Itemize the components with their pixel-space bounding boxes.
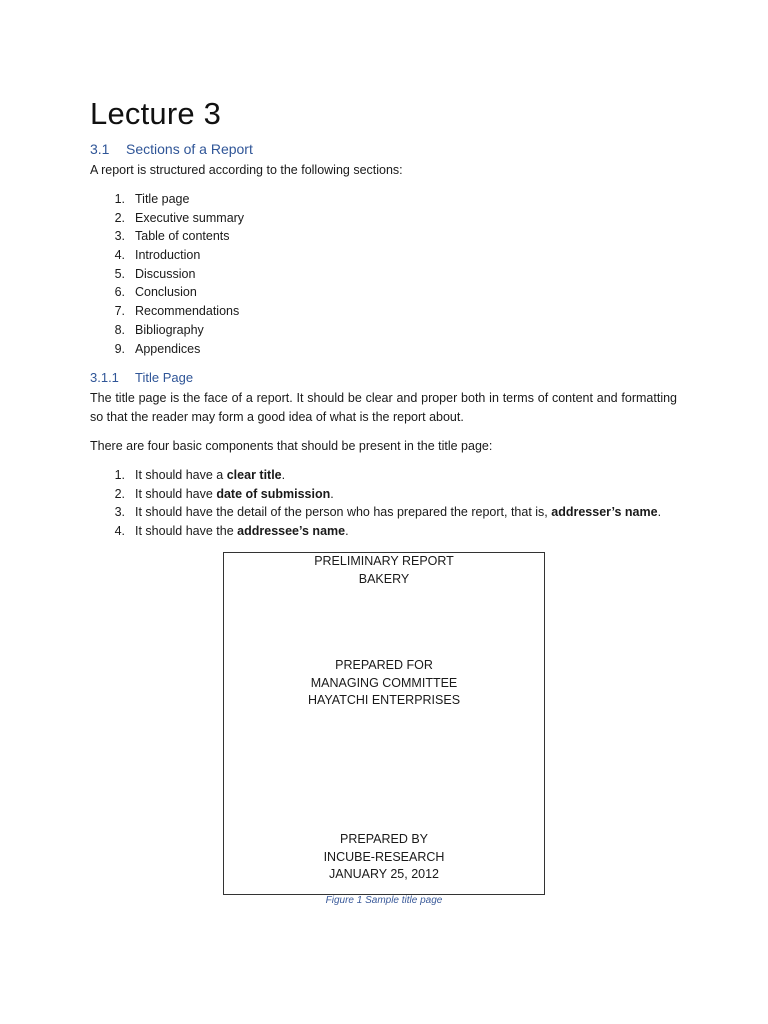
- figure-caption: Figure 1 Sample title page: [325, 895, 443, 906]
- figure-prepared-for-block: PREPARED FOR MANAGING COMMITTEE HAYATCHI ENTERPRISES: [307, 658, 461, 707]
- subsection-title: Title Page: [135, 370, 194, 385]
- list-item: 7. Recommendations: [114, 304, 240, 319]
- list-item: 2. Executive summary: [114, 210, 245, 225]
- page-title: Lecture 3: [90, 96, 222, 131]
- list-item: 8. Bibliography: [114, 322, 204, 337]
- list-item: 9. Appendices: [114, 341, 201, 356]
- sample-title-page-figure: [223, 552, 545, 895]
- list-item: 4. Introduction: [114, 248, 201, 263]
- section-heading: [90, 141, 253, 157]
- section-title: Sections of a Report: [126, 141, 253, 157]
- intro-paragraph: A report is structured according to the following sections:: [90, 163, 403, 177]
- list-item: 1. Title page: [114, 192, 190, 206]
- list-item: 2. It should have date of submission.: [114, 486, 334, 501]
- figure-report-title-block: PRELIMINARY REPORT BAKERY: [314, 554, 454, 586]
- list-item: 3. Table of contents: [114, 229, 230, 244]
- components-list: [90, 466, 661, 541]
- figure-prepared-by-block: PREPARED BY INCUBE-RESEARCH JANUARY 25, 2012: [323, 832, 445, 881]
- list-item: 3. It should have the detail of the person who has prepared the report, that is, addresser’s name.: [114, 505, 662, 520]
- list-item: 1. It should have a clear title.: [114, 468, 286, 482]
- subsection-number: 3.1.1: [90, 370, 119, 385]
- sections-list: [90, 190, 244, 358]
- list-item: 6. Conclusion: [114, 285, 197, 300]
- list-item: 4. It should have the addressee’s name.: [114, 524, 349, 539]
- title-page-paragraph: The title page is the face of a report. It should be clear and proper both in terms of content and formatting so that the reader may form a good idea of what is the report about.: [90, 391, 677, 424]
- components-intro-paragraph: There are four basic components that should be present in the title page:: [90, 439, 493, 453]
- subsection-heading: [90, 370, 193, 385]
- list-item: 5. Discussion: [114, 266, 196, 281]
- section-number: 3.1: [90, 141, 110, 157]
